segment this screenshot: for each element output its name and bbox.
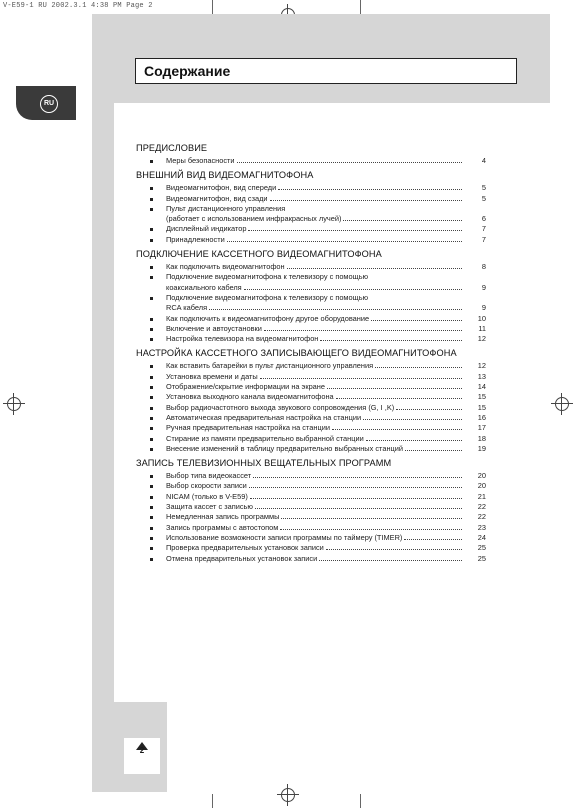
bullet-icon: [150, 427, 153, 430]
bullet-icon: [150, 338, 153, 341]
toc-entry: [136, 533, 486, 543]
toc-entry: [136, 382, 486, 392]
dot-leader: [404, 539, 462, 540]
table-of-contents: [136, 143, 486, 568]
toc-entry: [136, 156, 486, 166]
toc-entry: [136, 235, 486, 245]
toc-entry: [136, 272, 486, 293]
bullet-icon: [150, 527, 153, 530]
page-ref: 14: [477, 382, 486, 392]
toc-section: [136, 170, 486, 245]
dot-leader: [319, 560, 462, 561]
toc-entry: [136, 492, 486, 502]
page-ref: 18: [477, 433, 486, 443]
section-title: ПОДКЛЮЧЕНИЕ КАССЕТНОГО ВИДЕОМАГНИТОФОНА: [136, 249, 382, 260]
dot-leader: [249, 487, 462, 488]
entry-text: Видеомагнитофон, вид сзади: [166, 193, 268, 203]
page-number: 2: [139, 746, 145, 755]
bullet-icon: [150, 228, 153, 231]
toc-entry: [136, 413, 486, 423]
bullet-icon: [150, 266, 153, 269]
toc-entry: [136, 512, 486, 522]
page-ref: 15: [477, 402, 486, 412]
entry-text: Выбор типа видеокассет: [166, 471, 252, 481]
toc-entry: [136, 183, 486, 193]
dot-leader: [287, 268, 462, 269]
entry-text: Установка времени и даты: [166, 371, 258, 381]
entry-text: Внесение изменений в таблицу предварительно выбранных станций: [166, 443, 404, 453]
dot-leader: [326, 549, 462, 550]
bullet-icon: [150, 558, 153, 561]
bullet-icon: [150, 547, 153, 550]
crop-line: [212, 794, 213, 808]
entry-text: Использование возможности записи программы по таймеру (TIMER): [166, 532, 403, 542]
registration-mark-bottom-icon: [277, 784, 299, 806]
page-ref: 17: [477, 423, 486, 433]
dot-leader: [405, 450, 462, 451]
bullet-icon: [150, 438, 153, 441]
page-ref: 21: [477, 491, 486, 501]
bullet-icon: [150, 417, 153, 420]
toc-section: [136, 143, 486, 166]
entry-text: (работает с использованием инфракрасных лучей): [166, 214, 342, 224]
toc-entry: [136, 543, 486, 553]
crop-line: [360, 0, 361, 14]
bullet-icon: [150, 318, 153, 321]
toc-entry: [136, 434, 486, 444]
dot-leader: [336, 398, 462, 399]
section-title: ПРЕДИСЛОВИЕ: [136, 143, 208, 153]
dot-leader: [260, 378, 462, 379]
entry-text: Выбор скорости записи: [166, 481, 247, 491]
entry-text: Отображение/скрытие информации на экране: [166, 382, 325, 392]
toc-section: [136, 348, 486, 454]
entry-text: Отмена предварительных установок записи: [166, 553, 318, 563]
page-number-tab: [124, 738, 160, 774]
crop-line: [360, 794, 361, 808]
bullet-icon: [150, 328, 153, 331]
dot-leader: [255, 508, 462, 509]
dot-leader: [209, 309, 462, 310]
bullet-icon: [150, 516, 153, 519]
toc-entry: [136, 392, 486, 402]
toc-entry: [136, 334, 486, 344]
page-ref: 4: [481, 156, 486, 165]
dot-leader: [371, 320, 462, 321]
entry-text: NICAM (только в V-E59): [166, 491, 248, 501]
language-badge: RU: [40, 95, 58, 113]
dot-leader: [375, 367, 462, 368]
entry-text: Принадлежности: [166, 234, 225, 244]
bullet-icon: [150, 506, 153, 509]
dot-leader: [227, 241, 462, 242]
section-title: ВНЕШНИЙ ВИД ВИДЕОМАГНИТОФОНА: [136, 170, 314, 181]
registration-mark-right-icon: [551, 393, 573, 415]
entry-text: Меры безопасности: [166, 156, 235, 165]
page-ref: 15: [477, 392, 486, 402]
bullet-icon: [150, 448, 153, 451]
page-title: Содержание: [144, 63, 231, 79]
page-ref: 6: [481, 214, 486, 224]
toc-entry: [136, 444, 486, 454]
toc-entry: [136, 372, 486, 382]
dot-leader: [320, 340, 462, 341]
toc-entry: [136, 262, 486, 272]
toc-entry: [136, 324, 486, 334]
entry-text: RCA кабеля: [166, 303, 208, 313]
dot-leader: [248, 230, 462, 231]
entry-text: Как вставить батарейки в пульт дистанционного управления: [166, 361, 374, 371]
entry-text: Автоматическая предварительная настройка на станции: [166, 412, 362, 422]
dot-leader: [270, 200, 462, 201]
dot-leader: [237, 162, 462, 163]
toc-entry: [136, 471, 486, 481]
page-ref: 9: [481, 303, 486, 313]
bullet-icon: [150, 396, 153, 399]
entry-text: коаксиального кабеля: [166, 282, 242, 292]
entry-text: Выбор радиочастотного выхода звукового сопровождения (G, I ,K): [166, 402, 395, 412]
toc-section: [136, 249, 486, 344]
bullet-icon: [150, 239, 153, 242]
page-ref: 24: [477, 532, 486, 542]
toc-entry: [136, 403, 486, 413]
entry-text: Немедленная запись программы: [166, 512, 280, 522]
toc-entry: [136, 361, 486, 371]
page-ref: 13: [477, 371, 486, 381]
dot-leader: [244, 289, 462, 290]
dot-leader: [396, 409, 462, 410]
bullet-icon: [150, 485, 153, 488]
bullet-icon: [150, 376, 153, 379]
dot-leader: [343, 220, 462, 221]
bullet-icon: [150, 537, 153, 540]
print-slug: V-E59-1 RU 2002.3.1 4:38 PM Page 2: [3, 2, 153, 10]
entry-text: Запись программы с автостопом: [166, 522, 279, 532]
crop-line: [212, 0, 213, 14]
section-title: ЗАПИСЬ ТЕЛЕВИЗИОННЫХ ВЕЩАТЕЛЬНЫХ ПРОГРАММ: [136, 458, 392, 469]
page-ref: 20: [477, 471, 486, 481]
entry-text: Пульт дистанционного управления: [166, 203, 286, 213]
entry-text: Подключение видеомагнитофона к телевизору с помощью: [166, 292, 369, 302]
dot-leader: [327, 388, 462, 389]
page-ref: 12: [477, 334, 486, 344]
page-ref: 11: [478, 323, 486, 333]
page-ref: 16: [477, 412, 486, 422]
entry-text: Ручная предварительная настройка на станции: [166, 423, 330, 433]
bullet-icon: [150, 160, 153, 163]
page-ref: 22: [477, 512, 486, 522]
page-ref: 25: [477, 553, 486, 563]
registration-mark-left-icon: [3, 393, 25, 415]
toc-entry: [136, 554, 486, 564]
page-ref: 20: [477, 481, 486, 491]
dot-leader: [280, 529, 462, 530]
bullet-icon: [150, 198, 153, 201]
page-ref: 23: [477, 522, 486, 532]
entry-text: Стирание из памяти предварительно выбранной станции: [166, 433, 364, 443]
entry-text: Настройка телевизора на видеомагнитофон: [166, 334, 319, 344]
title-box: [135, 58, 517, 84]
dot-leader: [366, 440, 462, 441]
toc-entry: [136, 224, 486, 234]
page-ref: 5: [481, 193, 486, 203]
entry-text: Проверка предварительных установок записи: [166, 543, 324, 553]
bullet-icon: [150, 187, 153, 190]
bullet-icon: [150, 208, 153, 211]
toc-entry: [136, 502, 486, 512]
bullet-icon: [150, 276, 153, 279]
entry-text: Установка выходного канала видеомагнитофона: [166, 392, 334, 402]
toc-entry: [136, 423, 486, 433]
dot-leader: [332, 429, 462, 430]
entry-text: Подключение видеомагнитофона к телевизору с помощью: [166, 272, 369, 282]
dot-leader: [264, 330, 462, 331]
entry-text: Как подключить к видеомагнитофону другое оборудование: [166, 313, 370, 323]
bullet-icon: [150, 496, 153, 499]
page-ref: 22: [477, 502, 486, 512]
page-ref: 10: [477, 313, 486, 323]
page-ref: 19: [477, 443, 486, 453]
toc-section: [136, 458, 486, 564]
dot-leader: [253, 477, 462, 478]
toc-entry: [136, 523, 486, 533]
bullet-icon: [150, 386, 153, 389]
toc-entry: [136, 293, 486, 314]
entry-text: Включение и автоустановки: [166, 323, 262, 333]
entry-text: Как подключить видеомагнитофон: [166, 262, 285, 272]
page-ref: 12: [477, 361, 486, 371]
entry-text: Видеомагнитофон, вид спереди: [166, 183, 277, 193]
page-ref: 9: [481, 282, 486, 292]
section-title: НАСТРОЙКА КАССЕТНОГО ЗАПИСЫВАЮЩЕГО ВИДЕОМАГНИТОФОНА: [136, 348, 457, 359]
dot-leader: [250, 498, 462, 499]
dot-leader: [363, 419, 462, 420]
entry-text: Защита кассет с записью: [166, 502, 253, 512]
entry-text: Дисплейный индикатор: [166, 224, 247, 234]
page-ref: 8: [481, 262, 486, 272]
left-band: [92, 14, 114, 792]
page-ref: 7: [481, 234, 486, 244]
dot-leader: [278, 189, 462, 190]
page-ref: 7: [481, 224, 486, 234]
bullet-icon: [150, 475, 153, 478]
toc-entry: [136, 314, 486, 324]
bullet-icon: [150, 407, 153, 410]
page-ref: 25: [477, 543, 486, 553]
page-ref: 5: [481, 183, 486, 193]
toc-entry: [136, 194, 486, 204]
toc-entry: [136, 204, 486, 225]
toc-entry: [136, 481, 486, 491]
dot-leader: [281, 518, 462, 519]
bullet-icon: [150, 297, 153, 300]
bullet-icon: [150, 365, 153, 368]
